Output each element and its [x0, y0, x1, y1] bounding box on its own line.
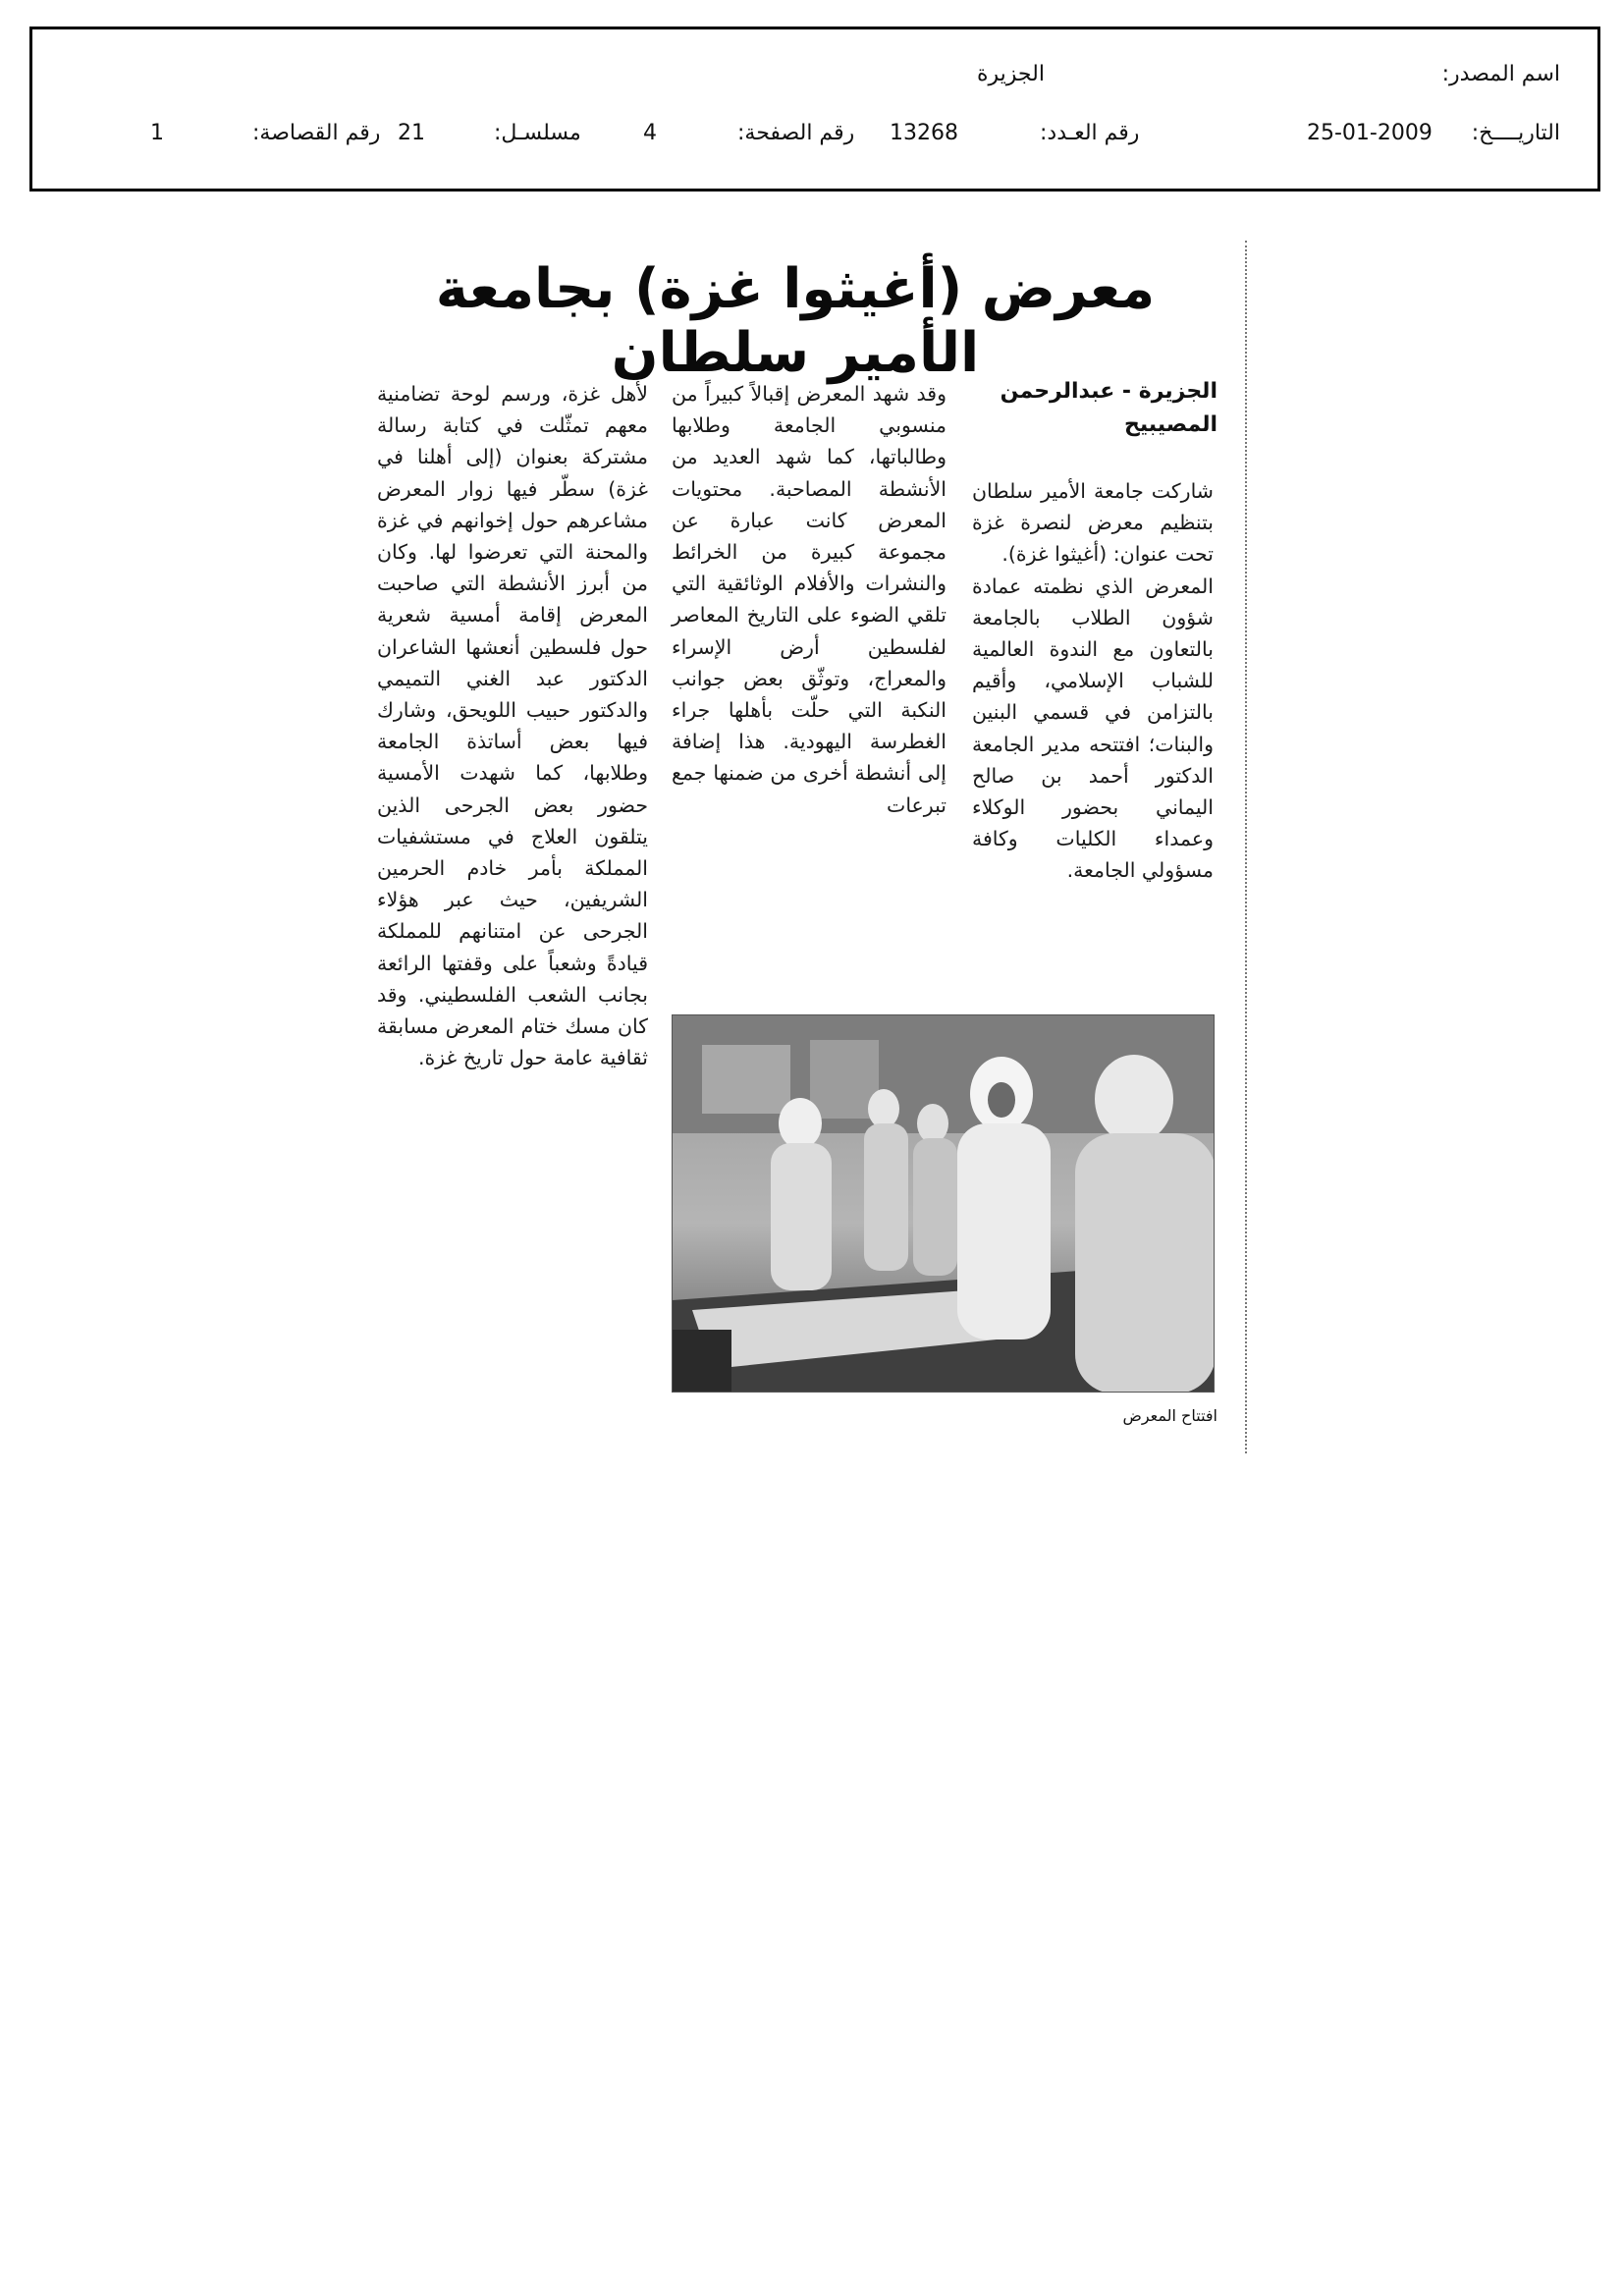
article-column-1	[972, 475, 1214, 887]
issue-value: 13268	[890, 121, 958, 145]
serial-label: مسلسـل:	[494, 121, 581, 145]
source-value: الجزيرة	[977, 62, 1045, 86]
paragraph: لأهل غزة، ورسم لوحة تضامنية معهم تمثّلت في كتابة رسالة مشتركة بعنوان (إلى أهلنا في غزة) سطّر فيها زوار المعرض مشاعرهم حول إخوانهم في غزة والمحنة التي تعرضوا لها. وكان من أبرز الأنشطة التي صاحبت المعرض إقامة أمسية شعرية حول فلسطين أنعشها الشاعران الدكتور عبد الغني التميمي والدكتور حبيب اللويحق، وشارك فيها بعض أساتذة الجامعة وطلابها، كما شهدت الأمسية حضور بعض الجرحى الذين يتلقون العلاج في مستشفيات المملكة بأمر خادم الحرمين الشريفين، حيث عبر هؤلاء الجرحى عن امتنانهم للمملكة قيادةً وشعباً على وقفتها الرائعة بجانب الشعب الفلسطيني. وقد كان مسك ختام المعرض مسابقة ثقافية عامة حول تاريخ غزة.	[377, 382, 648, 1070]
serial-value: 21	[398, 121, 425, 145]
clipping-info-box	[29, 27, 1600, 191]
article-column-2	[672, 378, 947, 821]
source-label: اسم المصدر:	[1441, 62, 1560, 86]
paragraph: شاركت جامعة الأمير سلطان بتنظيم معرض لنصرة غزة تحت عنوان: (أغيثوا غزة).	[972, 479, 1214, 567]
clip-number-value: 1	[150, 121, 164, 145]
article-byline: الجزيرة - عبدالرحمن المصيبيح	[1000, 379, 1217, 437]
photo-caption: افتتاح المعرض	[1122, 1406, 1217, 1425]
page-value: 4	[643, 121, 657, 145]
exhibition-photo-image	[673, 1015, 1215, 1393]
date-label: التاريــــخ:	[1471, 121, 1560, 145]
article-photo	[672, 1014, 1215, 1393]
page-label: رقم الصفحة:	[737, 121, 855, 145]
article-headline: معرض (أغيثوا غزة) بجامعة الأمير سلطان	[435, 257, 1156, 385]
clip-number-label: رقم القصاصة:	[252, 121, 381, 145]
issue-label: رقم العـدد:	[1040, 121, 1140, 145]
date-value: 25-01-2009	[1307, 121, 1433, 145]
article-column-3	[377, 378, 648, 1073]
paragraph: وقد شهد المعرض إقبالاً كبيراً من منسوبي الجامعة وطلابها وطالباتها، كما شهد العديد من الأنشطة المصاحبة. محتويات المعرض كانت عبارة عن مجموعة كبيرة من الخرائط والنشرات والأفلام الوثائقية التي تلقي الضوء على التاريخ المعاصر لفلسطين أرض الإسراء والمعراج، وتوثّق بعض جوانب النكبة التي حلّت بأهلها جراء الغطرسة اليهودية. هذا إضافة إلى أنشطة أخرى من ضمنها جمع تبرعات	[672, 382, 947, 817]
paragraph: المعرض الذي نظمته عمادة شؤون الطلاب بالجامعة بالتعاون مع الندوة العالمية للشباب الإسلامي، وأقيم بالتزامن في قسمي البنين والبنات؛ افتتحه مدير الجامعة الدكتور أحمد بن صالح اليماني بحضور الوكلاء وعمداء الكليات وكافة مسؤولي الجامعة.	[972, 574, 1214, 883]
clipping-edge-line	[1245, 241, 1249, 1453]
